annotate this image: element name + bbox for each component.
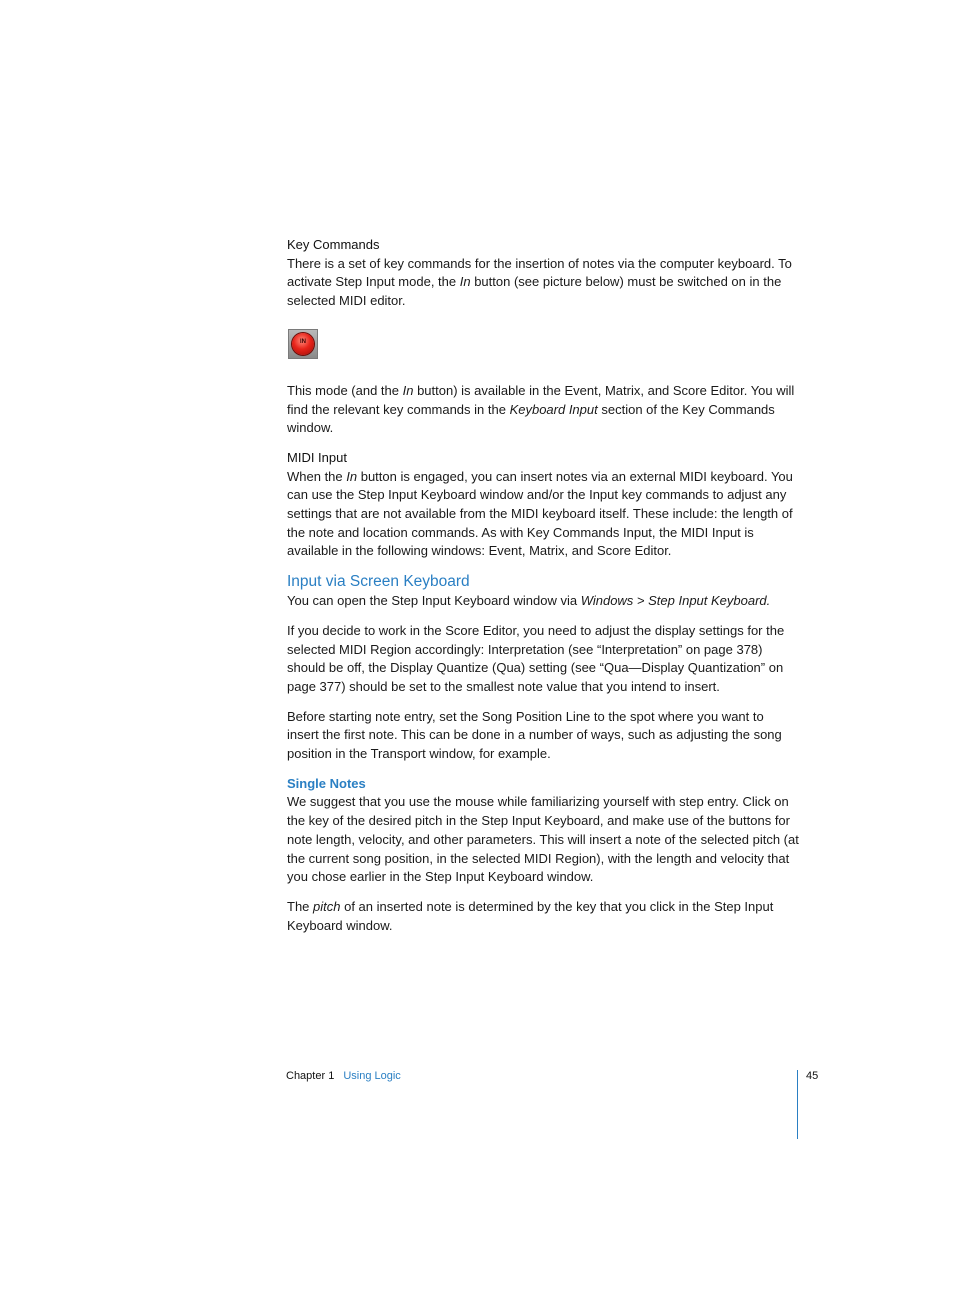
single-notes-paragraph-2: The pitch of an inserted note is determined by the key that you click in the Step Input Keyboard window.: [287, 898, 774, 933]
mode-availability-paragraph: This mode (and the In button) is available in the Event, Matrix, and Score Editor. You will find the relevant key commands in the Keyboard Input section of the Key Commands window.: [287, 382, 795, 436]
in-button-label: IN: [300, 338, 306, 345]
page-content: [287, 236, 799, 946]
midi-input-paragraph: When the In button is engaged, you can insert notes via an external MIDI keyboard. You can use the Step Input Keyboard window and/or the Input key commands to adjust any settings that are not available from the MIDI keyboard itself. These include: the length of the note and location commands. As with Key Commands Input, the MIDI Input is available in the following windows: Event, Matrix, and Score Editor.: [287, 468, 793, 559]
footer-divider: [797, 1070, 798, 1139]
midi-input-heading: MIDI Input: [287, 449, 347, 465]
screen-keyboard-paragraph-1: You can open the Step Input Keyboard window via Windows > Step Input Keyboard.: [287, 593, 771, 609]
key-commands-paragraph: There is a set of key commands for the insertion of notes via the computer keyboard. To activate Step Input mode, the In button (see picture below) must be switched on in the selected MIDI editor.: [287, 255, 792, 309]
screen-keyboard-paragraph-3: Before starting note entry, set the Song Position Line to the spot where you want to insert the first note. This can be done in a number of ways, such as adjusting the song position in the Transport window, for example.: [287, 708, 782, 762]
key-commands-heading: Key Commands: [287, 237, 380, 252]
in-button-image: [288, 329, 318, 359]
chapter-title-link[interactable]: Using Logic: [343, 1070, 401, 1082]
screen-keyboard-heading: Input via Screen Keyboard: [287, 573, 470, 591]
single-notes-paragraph-1: We suggest that you use the mouse while familiarizing yourself with step entry. Click on the key of the desired pitch in the Step Input Keyboard, and make use of the buttons for note length, velocity, and other parameters. This will insert a note of the selected pitch (at the current song position, in the selected MIDI Region), with the length and velocity that you chose earlier in the Step Input Keyboard window.: [287, 794, 799, 885]
chapter-label: Chapter 1: [286, 1070, 335, 1082]
single-notes-heading: Single Notes: [287, 775, 366, 791]
screen-keyboard-paragraph-2: If you decide to work in the Score Editor, you need to adjust the display settings for the selected MIDI Region accordingly: Interpretation (see “Interpretation” on page 378) should be off, the Display Quantize (Qua) setting (see “Qua—Display Quantization” on page 377) should be set to the smallest note value that you intend to insert.: [287, 622, 785, 694]
footer-chapter: [286, 1070, 401, 1082]
page-number: 45: [806, 1070, 819, 1082]
